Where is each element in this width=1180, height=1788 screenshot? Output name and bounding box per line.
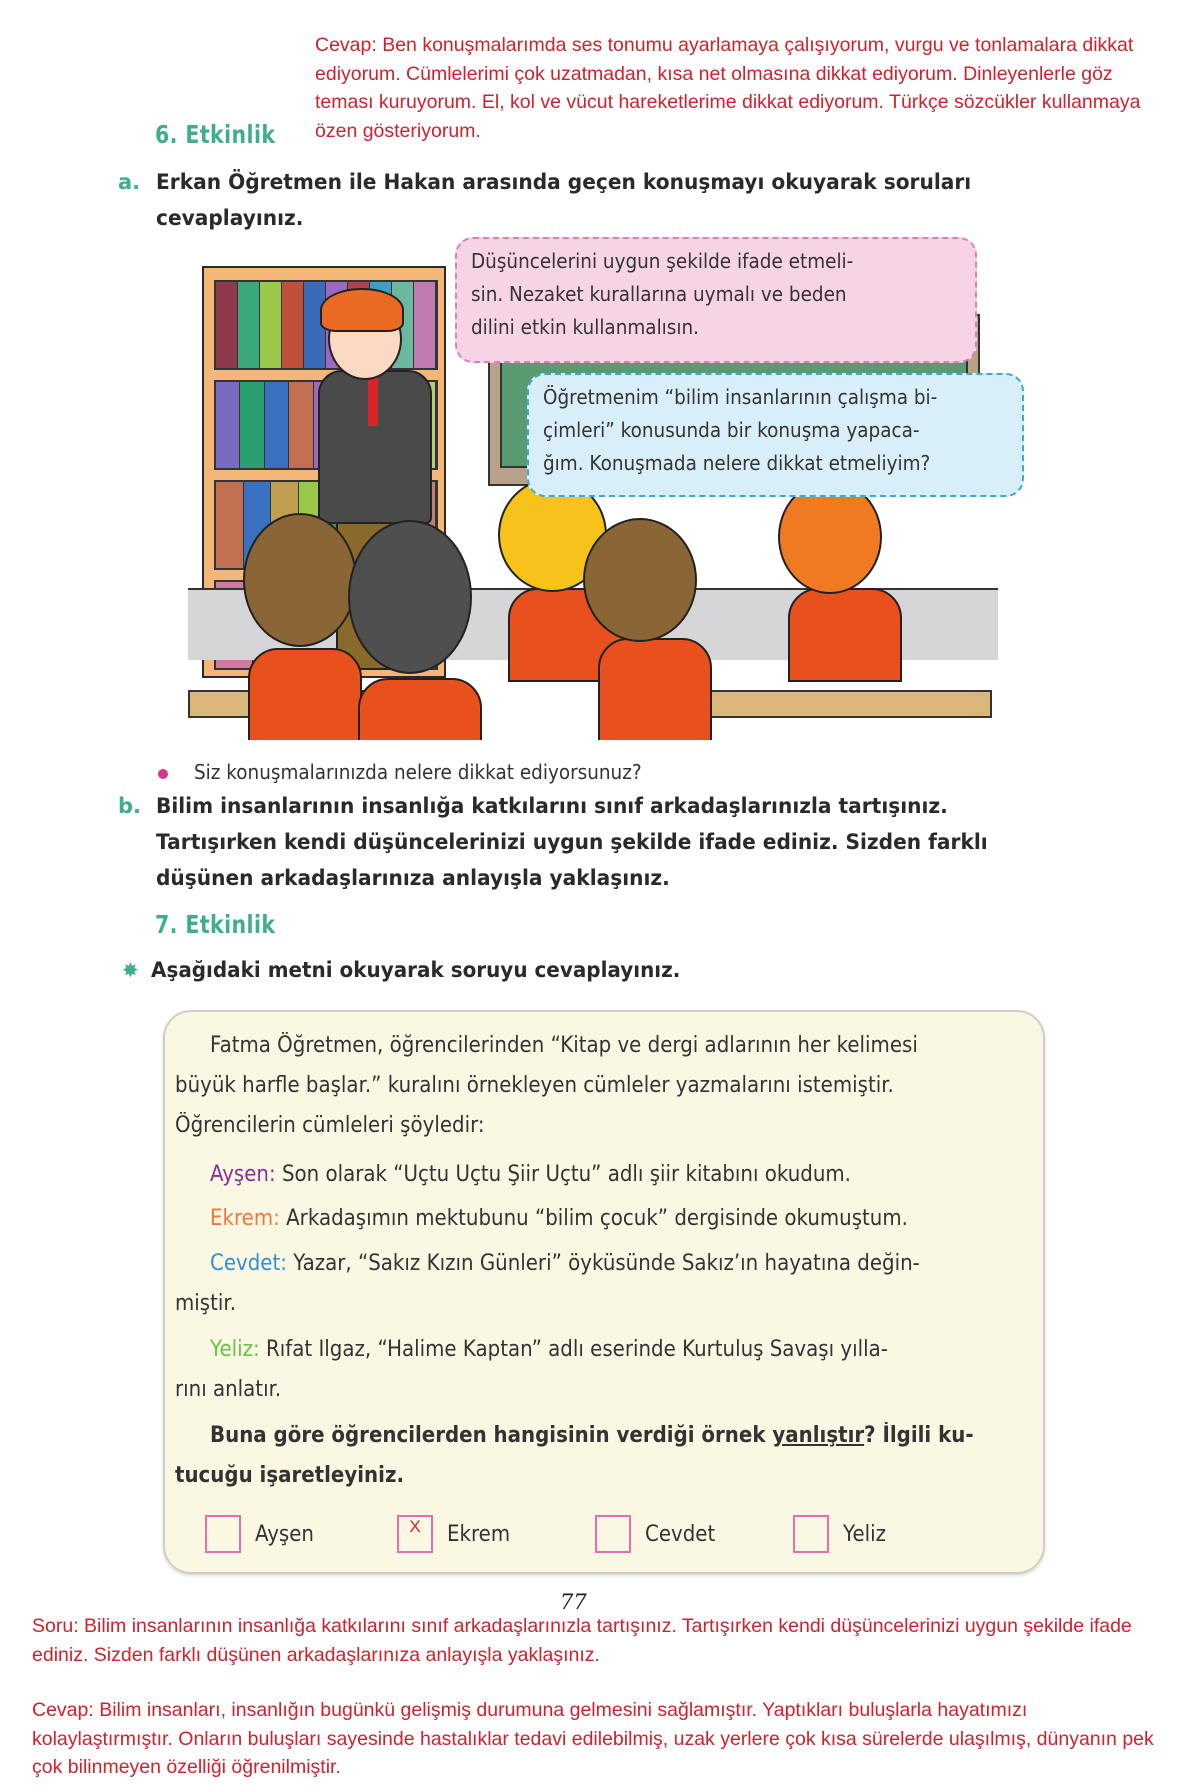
checkbox-cevdet[interactable] <box>595 1515 631 1553</box>
student-girl-brown-hair <box>243 513 357 647</box>
option-ekrem[interactable]: X Ekrem <box>397 1512 517 1556</box>
starburst-icon: ✸ <box>122 958 139 982</box>
question-b-text: Bilim insanlarının insanlığa katkılarını sınıf arkadaşlarınızla tartışınız. Tartışırken kendi düşüncelerinizi uygun şekilde ifade ediniz. Sizden farklı düşünen arkadaşlarınıza anlayışla yaklaşınız. <box>156 794 988 890</box>
checkbox-aysen[interactable] <box>205 1515 241 1553</box>
student-boy-dark-hair <box>348 520 472 674</box>
activity-7-instruction: ✸ Aşağıdaki metni okuyarak soruyu cevaplayınız. <box>122 958 681 982</box>
student-sentence-cevdet: Cevdet: Yazar, “Sakız Kızın Günleri” öyküsünde Sakız’ın hayatına değin- miştir. <box>175 1251 920 1316</box>
student-sentence-yeliz: Yeliz: Rıfat Ilgaz, “Halime Kaptan” adlı eserinde Kurtuluş Savaşı yılla- rını anlatır. <box>175 1337 888 1402</box>
option-aysen[interactable]: Ayşen <box>205 1512 321 1556</box>
bullet-question: Siz konuşmalarınızda nelere dikkat ediyorsunuz? <box>158 760 681 784</box>
option-yeliz[interactable]: Yeliz <box>793 1512 891 1556</box>
checkbox-ekrem-checked[interactable]: X <box>397 1515 433 1553</box>
option-cevdet[interactable]: Cevdet <box>595 1512 723 1556</box>
bullet-dot-icon <box>158 769 168 779</box>
question-note-bottom: Soru: Bilim insanlarının insanlığa katkılarını sınıf arkadaşlarınızla tartışınız. Tartışırken kendi düşüncelerinizi uygun şekilde ifade ediniz. Sizden farklı düşünen arkadaşlarınıza anlayışla yaklaşınız. <box>32 1615 1132 1666</box>
answer-note-top: Cevap: Ben konuşmalarımda ses tonumu ayarlamaya çalışıyorum, vurgu ve tonlamalara dikkat ediyorum. Cümlelerimi çok uzatmadan, kısa net olmasına dikkat ediyorum. Dinleyenlerle göz teması kuruyorum. El, kol ve vücut hareketlerime dikkat ediyorum. Türkçe sözcükler kullanmaya özen gösteriyorum. <box>315 34 1141 142</box>
activity-6-title: 6. Etkinlik <box>155 120 276 149</box>
question-a-letter: a. <box>118 170 141 194</box>
question-a-text: Erkan Öğretmen ile Hakan arasında geçen konuşmayı okuyarak soruları cevaplayınız. <box>156 170 972 230</box>
student-sentence-aysen: Ayşen: Son olarak “Uçtu Uçtu Şiir Uçtu” adlı şiir kitabını okudum. <box>210 1162 851 1187</box>
checkbox-yeliz[interactable] <box>793 1515 829 1553</box>
question-a <box>118 164 1068 236</box>
activity-7-title: 7. Etkinlik <box>155 910 276 939</box>
teacher-speech-bubble: Düşüncelerini uygun şekilde ifade etmeli- sin. Nezaket kurallarına uymalı ve beden dilini etkin kullanmalısın. <box>455 237 977 363</box>
student-speech-bubble: Öğretmenim “bilim insanlarının çalışma bi- çimleri” konusunda bir konuşma yapaca- ğım. Konuşmada nelere dikkat etmeliyim? <box>527 373 1024 497</box>
question-b-letter: b. <box>118 794 142 818</box>
student-girl-pigtails <box>583 518 697 642</box>
student-sentence-ekrem: Ekrem: Arkadaşımın mektubunu “bilim çocuk” dergisinde okumuştum. <box>210 1206 908 1231</box>
question-b <box>118 788 1068 896</box>
page-number: 77 <box>560 1590 587 1614</box>
reading-text-box: Fatma Öğretmen, öğrencilerinden “Kitap ve dergi adlarının her kelimesi büyük harfle başlar.” kuralını örnekleyen cümleler yazmalarını istemiştir. Öğrencilerin cümleleri şöyledir: Ayşen: Son olarak “Uçtu Uçtu Şiir Uçtu” adlı şiir kitabını okudum. Ekrem: Arkadaşımın mektubunu “bilim çocuk” dergisinde okumuştum. Cevdet: Yazar, “Sakız Kızın Günleri” öyküsünde Sakız’ın hayatına değin- miştir. Yeliz: Rıfat Ilgaz, “Halime Kaptan” adlı eserinde Kurtuluş Savaşı yılla- rını anlatır. Buna göre öğrencilerden hangisinin verdiği örnek yanlıştır? İlgili ku- tucuğu işaretleyiniz. Ayşen X Ekrem Cevdet Yeliz <box>163 1010 1045 1574</box>
activity-7-question: Buna göre öğrencilerden hangisinin verdiği örnek yanlıştır? İlgili ku- tucuğu işaretleyiniz. <box>175 1423 974 1488</box>
student-girl-orange-hair <box>778 480 882 594</box>
answer-note-bottom: Cevap: Bilim insanları, insanlığın bugünkü gelişmiş durumuna gelmesini sağlamıştır. Yaptıkları buluşlarla hayatımızı kolaylaştırmıştır. Onların buluşları sayesinde hastalıklar tedavi edilebilmiş, uzak yerlere çok kısa sürelerde ulaşılmış, dünyanın pek çok bilinmeyen özelliği öğrenilmiştir. <box>32 1699 1154 1778</box>
answer-options <box>205 1512 1025 1556</box>
